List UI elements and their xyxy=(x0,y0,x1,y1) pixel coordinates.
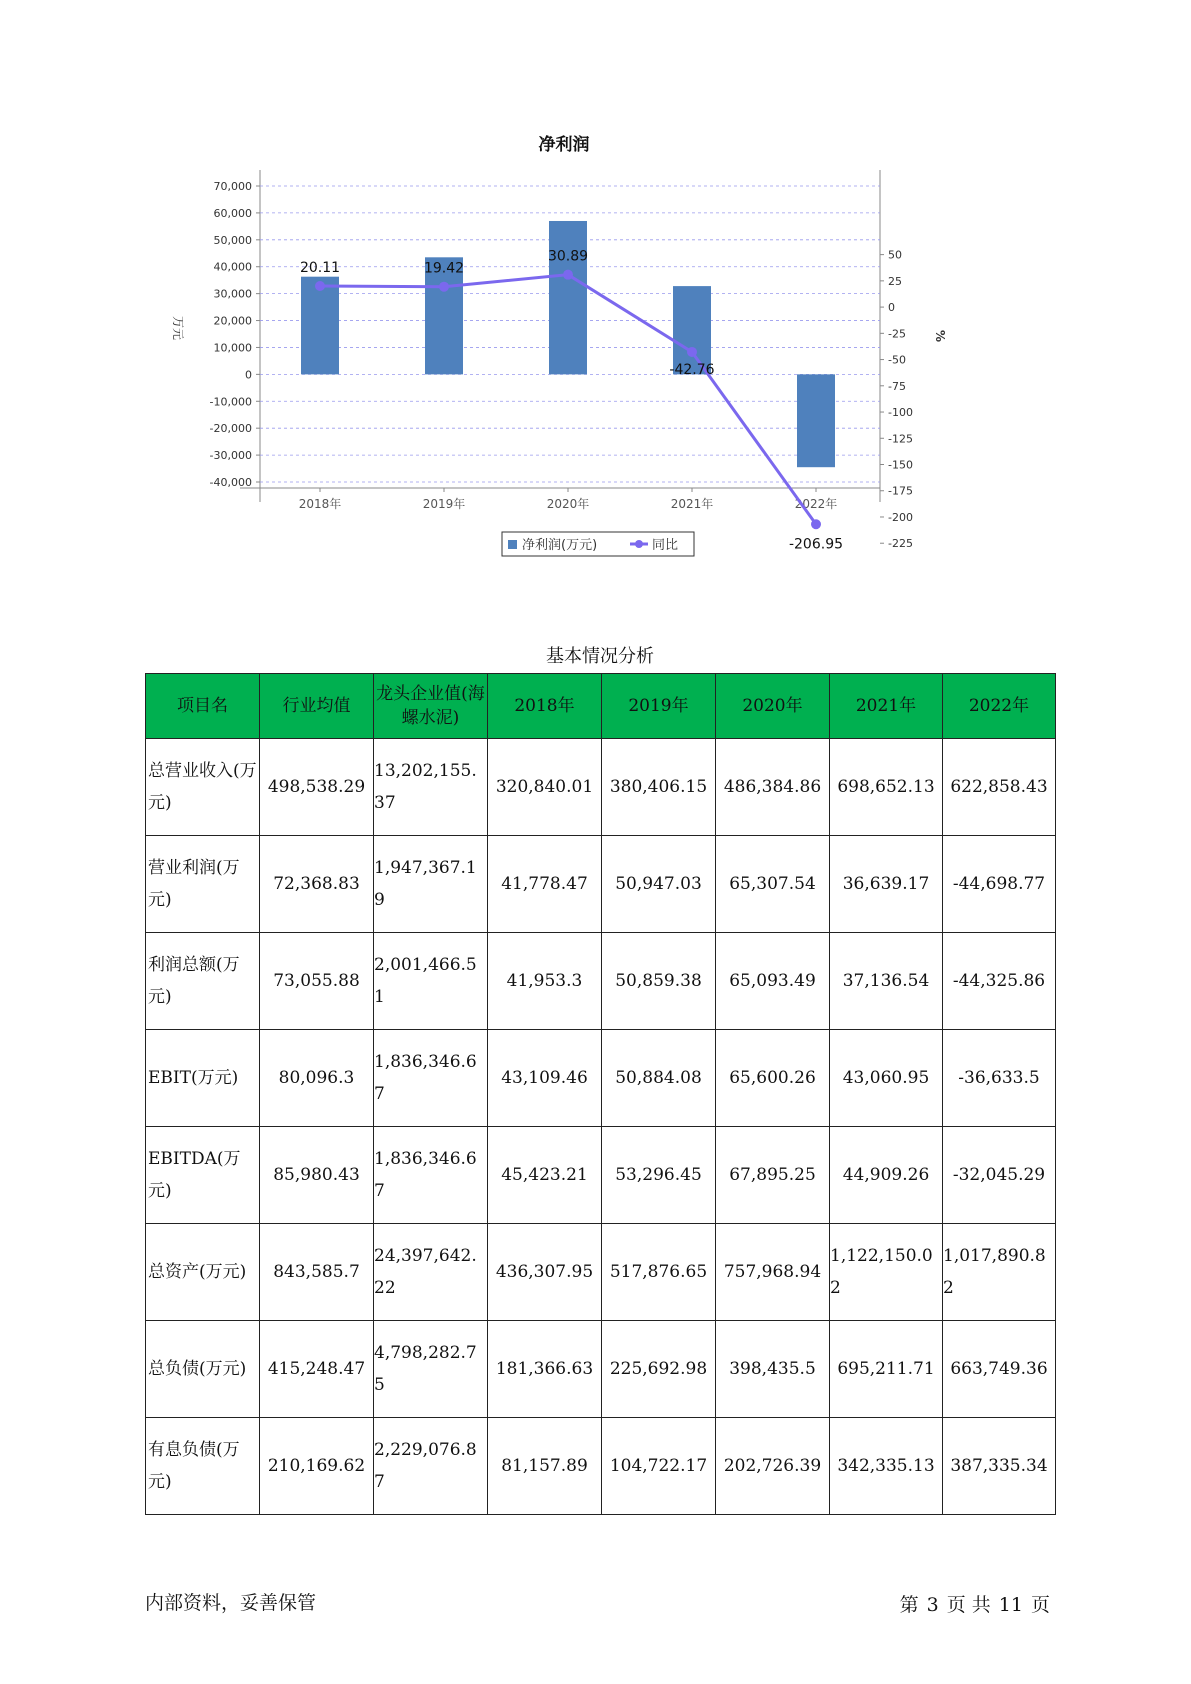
right-tick-label: -200 xyxy=(888,510,913,524)
left-tick-label: -30,000 xyxy=(209,449,252,463)
table-row xyxy=(146,933,1056,1030)
yoy-point xyxy=(315,281,325,291)
table-cell: 181,366.63 xyxy=(488,1321,602,1418)
table-row xyxy=(146,1224,1056,1321)
right-tick-label: 50 xyxy=(888,248,902,262)
table-row xyxy=(146,1030,1056,1127)
page-total: 11 xyxy=(998,1594,1023,1616)
row-label: EBIT(万元) xyxy=(146,1030,260,1127)
right-tick-label: -100 xyxy=(888,406,913,420)
right-axis-title: % xyxy=(933,330,947,343)
x-tick-label: 2021年 xyxy=(670,497,714,511)
table-cell: 380,406.15 xyxy=(602,739,716,836)
table-cell: 41,953.3 xyxy=(488,933,602,1030)
row-label: 营业利润(万元) xyxy=(146,836,260,933)
x-tick-label: 2019年 xyxy=(422,497,466,511)
yoy-data-label: 20.11 xyxy=(299,259,341,276)
table-cell: 698,652.13 xyxy=(830,739,943,836)
table-cell: 320,840.01 xyxy=(488,739,602,836)
table-cell: 72,368.83 xyxy=(260,836,374,933)
table-cell: 50,947.03 xyxy=(602,836,716,933)
page-current: 3 xyxy=(926,1594,939,1616)
table-header-row xyxy=(146,674,1056,739)
left-tick-label: 40,000 xyxy=(213,260,252,274)
table-cell: 695,211.71 xyxy=(830,1321,943,1418)
row-label: EBITDA(万元) xyxy=(146,1127,260,1224)
table-cell: 1,947,367.19 xyxy=(374,836,488,933)
table-cell: 65,093.49 xyxy=(716,933,830,1030)
table-cell: 73,055.88 xyxy=(260,933,374,1030)
left-tick-label: 60,000 xyxy=(213,206,252,220)
table-cell: 622,858.43 xyxy=(943,739,1056,836)
yoy-point xyxy=(563,270,573,280)
table-cell: 43,060.95 xyxy=(830,1030,943,1127)
table-row xyxy=(146,739,1056,836)
table-header-cell: 项目名 xyxy=(146,674,260,739)
right-tick-label: -225 xyxy=(888,537,913,551)
table-cell: 50,884.08 xyxy=(602,1030,716,1127)
table-header-cell: 龙头企业值(海螺水泥) xyxy=(374,674,488,739)
yoy-data-label: -206.95 xyxy=(788,536,844,553)
confidential-note: 内部资料，妥善保管 xyxy=(145,1592,317,1614)
table-header-cell: 2020年 xyxy=(716,674,830,739)
table-cell: 4,798,282.75 xyxy=(374,1321,488,1418)
table-cell: -44,325.86 xyxy=(943,933,1056,1030)
table-body xyxy=(146,739,1056,1515)
legend-bar-swatch xyxy=(508,540,517,549)
left-tick-label: 70,000 xyxy=(213,180,252,193)
table-cell: 53,296.45 xyxy=(602,1127,716,1224)
table-cell: 486,384.86 xyxy=(716,739,830,836)
bar-2018年 xyxy=(301,277,339,375)
table-cell: 517,876.65 xyxy=(602,1224,716,1321)
legend-line-label: 同比 xyxy=(652,538,679,553)
table-header-cell: 2019年 xyxy=(602,674,716,739)
table-header-cell: 2021年 xyxy=(830,674,943,739)
left-axis-title: 万元 xyxy=(171,316,185,341)
table-cell: -32,045.29 xyxy=(943,1127,1056,1224)
table-cell: 398,435.5 xyxy=(716,1321,830,1418)
left-tick-label: 0 xyxy=(245,368,252,382)
net-profit-chart xyxy=(171,130,1060,600)
bar-2020年 xyxy=(549,221,587,374)
x-tick-label: 2020年 xyxy=(546,497,590,511)
table-cell: 13,202,155.37 xyxy=(374,739,488,836)
table-cell: 1,122,150.02 xyxy=(830,1224,943,1321)
table-cell: 104,722.17 xyxy=(602,1418,716,1515)
table-cell: 65,307.54 xyxy=(716,836,830,933)
table-cell: 387,335.34 xyxy=(943,1418,1056,1515)
page-prefix: 第 xyxy=(899,1594,919,1616)
table-cell: 67,895.25 xyxy=(716,1127,830,1224)
row-label: 利润总额(万元) xyxy=(146,933,260,1030)
table-header-cell: 2022年 xyxy=(943,674,1056,739)
table-cell: 210,169.62 xyxy=(260,1418,374,1515)
yoy-data-label: 19.42 xyxy=(423,260,465,277)
table-cell: 45,423.21 xyxy=(488,1127,602,1224)
table-cell: 50,859.38 xyxy=(602,933,716,1030)
yoy-point xyxy=(811,519,821,529)
table-header-cell: 2018年 xyxy=(488,674,602,739)
row-label: 总营业收入(万元) xyxy=(146,739,260,836)
table-cell: 663,749.36 xyxy=(943,1321,1056,1418)
right-tick-label: -125 xyxy=(888,432,913,446)
left-tick-label: -40,000 xyxy=(209,476,252,489)
left-tick-label: 50,000 xyxy=(213,233,252,247)
table-cell: 436,307.95 xyxy=(488,1224,602,1321)
table-cell: 498,538.29 xyxy=(260,739,374,836)
left-tick-label: -20,000 xyxy=(209,422,252,436)
table-row xyxy=(146,1418,1056,1515)
table-title: 基本情况分析 xyxy=(546,646,654,667)
table-cell: 44,909.26 xyxy=(830,1127,943,1224)
table-cell: 24,397,642.22 xyxy=(374,1224,488,1321)
table-cell: -36,633.5 xyxy=(943,1030,1056,1127)
table-cell: 2,229,076.87 xyxy=(374,1418,488,1515)
table-cell: 41,778.47 xyxy=(488,836,602,933)
table-cell: 85,980.43 xyxy=(260,1127,374,1224)
page-number xyxy=(896,1590,1054,1617)
table-cell: 342,335.13 xyxy=(830,1418,943,1515)
left-tick-label: 30,000 xyxy=(213,287,252,301)
table-cell: 37,136.54 xyxy=(830,933,943,1030)
left-tick-label: 10,000 xyxy=(213,341,252,355)
legend-line-marker xyxy=(635,540,643,548)
table-row xyxy=(146,836,1056,933)
page-suffix: 页 xyxy=(1030,1594,1050,1616)
table-cell: 757,968.94 xyxy=(716,1224,830,1321)
yoy-data-label: 30.89 xyxy=(547,248,589,265)
table-cell: 80,096.3 xyxy=(260,1030,374,1127)
legend-bar-label: 净利润(万元) xyxy=(522,538,598,553)
table-cell: 225,692.98 xyxy=(602,1321,716,1418)
yoy-data-label: -42.76 xyxy=(669,361,715,378)
table-cell: 1,836,346.67 xyxy=(374,1127,488,1224)
yoy-point xyxy=(687,347,697,357)
table-cell: 65,600.26 xyxy=(716,1030,830,1127)
table-cell: 1,017,890.82 xyxy=(943,1224,1056,1321)
right-tick-label: -150 xyxy=(888,458,913,472)
table-cell: 2,001,466.51 xyxy=(374,933,488,1030)
right-tick-label: -75 xyxy=(888,379,906,393)
row-label: 总资产(万元) xyxy=(146,1224,260,1321)
chart-title: 净利润 xyxy=(538,135,590,155)
table-row xyxy=(146,1321,1056,1418)
table-cell: 36,639.17 xyxy=(830,836,943,933)
table-cell: 202,726.39 xyxy=(716,1418,830,1515)
left-tick-label: 20,000 xyxy=(213,314,252,328)
x-tick-label: 2022年 xyxy=(794,497,838,511)
row-label: 有息负债(万元) xyxy=(146,1418,260,1515)
table-cell: 43,109.46 xyxy=(488,1030,602,1127)
right-tick-label: -25 xyxy=(888,327,906,341)
right-tick-label: -50 xyxy=(888,353,906,367)
yoy-point xyxy=(439,282,449,292)
table-cell: 843,585.7 xyxy=(260,1224,374,1321)
x-tick-label: 2018年 xyxy=(298,497,342,511)
table-cell: -44,698.77 xyxy=(943,836,1056,933)
bar-2022年 xyxy=(797,374,835,467)
right-tick-label: -175 xyxy=(888,484,913,498)
row-label: 总负债(万元) xyxy=(146,1321,260,1418)
right-tick-label: 0 xyxy=(888,301,895,315)
page-mid: 页 共 xyxy=(946,1594,991,1616)
table-header-cell: 行业均值 xyxy=(260,674,374,739)
table-cell: 1,836,346.67 xyxy=(374,1030,488,1127)
table-cell: 415,248.47 xyxy=(260,1321,374,1418)
table-row xyxy=(146,1127,1056,1224)
table-cell: 81,157.89 xyxy=(488,1418,602,1515)
basic-analysis-table xyxy=(145,673,1056,1515)
left-tick-label: -10,000 xyxy=(209,395,252,409)
right-tick-label: 25 xyxy=(888,274,902,288)
